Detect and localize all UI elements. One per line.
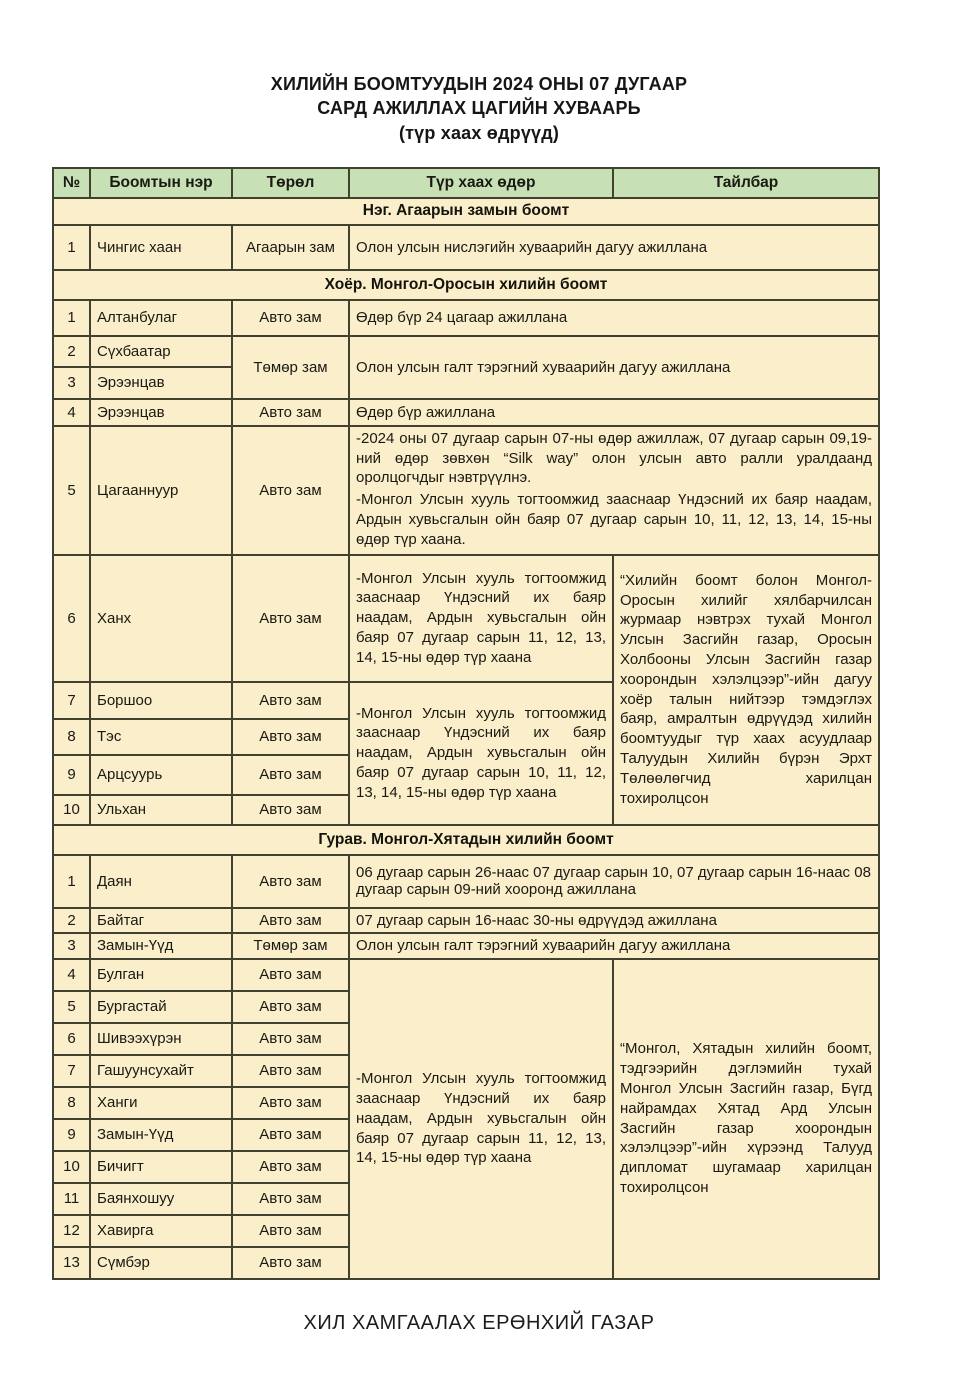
checkpoint-type: Төмөр зам xyxy=(232,933,349,959)
row-no: 6 xyxy=(53,555,90,682)
checkpoint-name: Алтанбулаг xyxy=(90,300,232,336)
remarks-mongolia-russia: “Хилийн боомт болон Монгол-Оросын хилийг хялбарчилсан журмаар нэвтрэх тухай Монгол Улсын Засгийн газар, Оросын Холбооны Улсын Засгийн газар хоорондын хэлэлцээр”-ийн дагуу хоёр талын нийтээр тэмдэглэх баяр, амралтын өдрүүдэд хилийн боомтуудыг түр хаах асуудлаар Талуудын Хилийн бүрэн Эрхт Төлөөлөгчид харилцан тохиролцсон xyxy=(613,555,879,825)
close-days-paragraph-2: -Монгол Улсын хууль тогтоомжид зааснаар Үндэсний их баяр наадам, Ардын хувьсгалын ойн баяр 07 дугаар сарын 10, 11, 12, 13, 14, 15-ны өдөр түр хаана. xyxy=(356,491,872,548)
checkpoint-name: Замын-Үүд xyxy=(90,1119,232,1151)
issuing-authority: ХИЛ ХАМГААЛАХ ЕРӨНХИЙ ГАЗАР xyxy=(303,1311,655,1334)
row-no: 8 xyxy=(53,719,90,755)
checkpoint-type: Авто зам xyxy=(232,719,349,755)
section-3-header-row xyxy=(53,825,879,855)
checkpoint-name: Арцсуурь xyxy=(90,755,232,795)
checkpoint-type: Агаарын зам xyxy=(232,225,349,270)
checkpoint-type: Авто зам xyxy=(232,399,349,426)
checkpoint-name: Сүхбаатар xyxy=(90,336,232,367)
checkpoint-type: Авто зам xyxy=(232,959,349,991)
checkpoint-name: Ульхан xyxy=(90,795,232,825)
table-row xyxy=(53,300,879,336)
checkpoint-type: Авто зам xyxy=(232,908,349,933)
section-2-title: Хоёр. Монгол-Оросын хилийн боомт xyxy=(53,270,879,300)
checkpoint-type: Авто зам xyxy=(232,426,349,555)
row-no: 12 xyxy=(53,1215,90,1247)
checkpoint-name: Сүмбэр xyxy=(90,1247,232,1279)
checkpoint-type: Авто зам xyxy=(232,1023,349,1055)
col-header-name: Боомтын нэр xyxy=(90,168,232,198)
checkpoint-type: Авто зам xyxy=(232,1055,349,1087)
close-days: -Монгол Улсын хууль тогтоомжид зааснаар Үндэсний их баяр наадам, Ардын хувьсгалын ойн баяр 07 дугаар сарын 10, 11, 12, 13, 14, 15-ны өдөр түр хаана xyxy=(349,682,613,825)
close-days: Өдөр бүр ажиллана xyxy=(349,399,879,426)
close-days xyxy=(349,426,879,555)
title-line-2: САРД АЖИЛЛАХ ЦАГИЙН ХУВААРЬ xyxy=(317,98,641,119)
row-no: 2 xyxy=(53,908,90,933)
checkpoint-name: Даян xyxy=(90,855,232,908)
checkpoint-name: Баянхошуу xyxy=(90,1183,232,1215)
close-days: 07 дугаар сарын 16-наас 30-ны өдрүүдэд ажиллана xyxy=(349,908,879,933)
row-no: 13 xyxy=(53,1247,90,1279)
checkpoint-type: Авто зам xyxy=(232,1183,349,1215)
row-no: 6 xyxy=(53,1023,90,1055)
checkpoint-name: Гашуунсухайт xyxy=(90,1055,232,1087)
table-row xyxy=(53,959,879,991)
checkpoint-type: Авто зам xyxy=(232,991,349,1023)
checkpoint-name: Бургастай xyxy=(90,991,232,1023)
checkpoint-type: Авто зам xyxy=(232,682,349,719)
checkpoint-name: Ханги xyxy=(90,1087,232,1119)
checkpoint-name: Тэс xyxy=(90,719,232,755)
table-row xyxy=(53,855,879,908)
checkpoint-name: Шивээхүрэн xyxy=(90,1023,232,1055)
checkpoint-name: Бичигт xyxy=(90,1151,232,1183)
table-row xyxy=(53,426,879,555)
row-no: 4 xyxy=(53,399,90,426)
table-row xyxy=(53,908,879,933)
section-1-title: Нэг. Агаарын замын боомт xyxy=(53,198,879,225)
row-no: 7 xyxy=(53,682,90,719)
border-checkpoint-schedule-table xyxy=(52,167,880,1280)
title-line-1: ХИЛИЙН БООМТУУДЫН 2024 ОНЫ 07 ДУГААР xyxy=(270,74,688,94)
col-header-type: Төрөл xyxy=(232,168,349,198)
col-header-close-days: Түр хаах өдөр xyxy=(349,168,613,198)
checkpoint-type: Авто зам xyxy=(232,855,349,908)
row-no: 1 xyxy=(53,855,90,908)
table-row xyxy=(53,399,879,426)
row-no: 10 xyxy=(53,1151,90,1183)
close-days: -Монгол Улсын хууль тогтоомжид зааснаар Үндэсний их баяр наадам, Ардын хувьсгалын ойн баяр 07 дугаар сарын 11, 12, 13, 14, 15-ны өдөр түр хаана xyxy=(349,959,613,1279)
row-no: 3 xyxy=(53,933,90,959)
checkpoint-type: Авто зам xyxy=(232,1215,349,1247)
row-no: 7 xyxy=(53,1055,90,1087)
checkpoint-type: Авто зам xyxy=(232,555,349,682)
section-2-header-row xyxy=(53,270,879,300)
close-days: Өдөр бүр 24 цагаар ажиллана xyxy=(349,300,879,336)
checkpoint-type: Авто зам xyxy=(232,795,349,825)
row-no: 10 xyxy=(53,795,90,825)
row-no: 11 xyxy=(53,1183,90,1215)
section-1-header-row xyxy=(53,198,879,225)
checkpoint-type: Авто зам xyxy=(232,1119,349,1151)
row-no: 1 xyxy=(53,300,90,336)
checkpoint-name: Цагааннуур xyxy=(90,426,232,555)
row-no: 9 xyxy=(53,755,90,795)
checkpoint-name: Замын-Үүд xyxy=(90,933,232,959)
close-days-paragraph-1: -2024 оны 07 дугаар сарын 07-ны өдөр ажиллаж, 07 дугаар сарын 09,19-ний өдөр зөвхөн “Silk way” олон улсын авто ралли уралдаанд оролцогчдыг нэвтрүүлнэ. xyxy=(356,429,872,487)
checkpoint-type: Авто зам xyxy=(232,1247,349,1279)
checkpoint-type: Авто зам xyxy=(232,755,349,795)
checkpoint-name: Хавирга xyxy=(90,1215,232,1247)
row-no: 5 xyxy=(53,426,90,555)
row-no: 8 xyxy=(53,1087,90,1119)
checkpoint-name: Боршоо xyxy=(90,682,232,719)
close-days: Олон улсын галт тэрэгний хуваарийн дагуу ажиллана xyxy=(349,933,879,959)
row-no: 1 xyxy=(53,225,90,270)
table-row xyxy=(53,225,879,270)
section-3-title: Гурав. Монгол-Хятадын хилийн боомт xyxy=(53,825,879,855)
table-row xyxy=(53,336,879,367)
checkpoint-name: Ханх xyxy=(90,555,232,682)
close-days: 06 дугаар сарын 26-наас 07 дугаар сарын 10, 07 дугаар сарын 16-наас 08 дугаар сарын 09-ний хооронд ажиллана xyxy=(349,855,879,908)
row-no: 9 xyxy=(53,1119,90,1151)
checkpoint-name: Чингис хаан xyxy=(90,225,232,270)
col-header-no: № xyxy=(53,168,90,198)
checkpoint-type: Авто зам xyxy=(232,1151,349,1183)
close-days: Олон улсын нислэгийн хуваарийн дагуу ажиллана xyxy=(349,225,879,270)
checkpoint-name: Эрээнцав xyxy=(90,399,232,426)
col-header-remarks: Тайлбар xyxy=(613,168,879,198)
row-no: 3 xyxy=(53,367,90,399)
remarks-mongolia-china: “Монгол, Хятадын хилийн боомт, тэдгээрийн дэглэмийн тухай Монгол Улсын Засгийн газар, Бүгд найрамдах Хятад Ард Улсын Засгийн газар хоорондын хэлэлцээр”-ийн хүрээнд Талууд дипломат шугамаар харилцан тохиролцсон xyxy=(613,959,879,1279)
document-title xyxy=(0,0,958,145)
close-days: -Монгол Улсын хууль тогтоомжид зааснаар Үндэсний их баяр наадам, Ардын хувьсгалын ойн баяр 07 дугаар сарын 11, 12, 13, 14, 15-ны өдөр түр хаана xyxy=(349,555,613,682)
checkpoint-type: Авто зам xyxy=(232,1087,349,1119)
table-header-row xyxy=(53,168,879,198)
checkpoint-type: Төмөр зам xyxy=(232,336,349,399)
checkpoint-name: Эрээнцав xyxy=(90,367,232,399)
row-no: 2 xyxy=(53,336,90,367)
table-row xyxy=(53,555,879,682)
title-line-3: (түр хаах өдрүүд) xyxy=(398,122,560,143)
row-no: 4 xyxy=(53,959,90,991)
checkpoint-name: Байтаг xyxy=(90,908,232,933)
checkpoint-name: Булган xyxy=(90,959,232,991)
checkpoint-type: Авто зам xyxy=(232,300,349,336)
row-no: 5 xyxy=(53,991,90,1023)
close-days: Олон улсын галт тэрэгний хуваарийн дагуу ажиллана xyxy=(349,336,879,399)
table-row xyxy=(53,933,879,959)
